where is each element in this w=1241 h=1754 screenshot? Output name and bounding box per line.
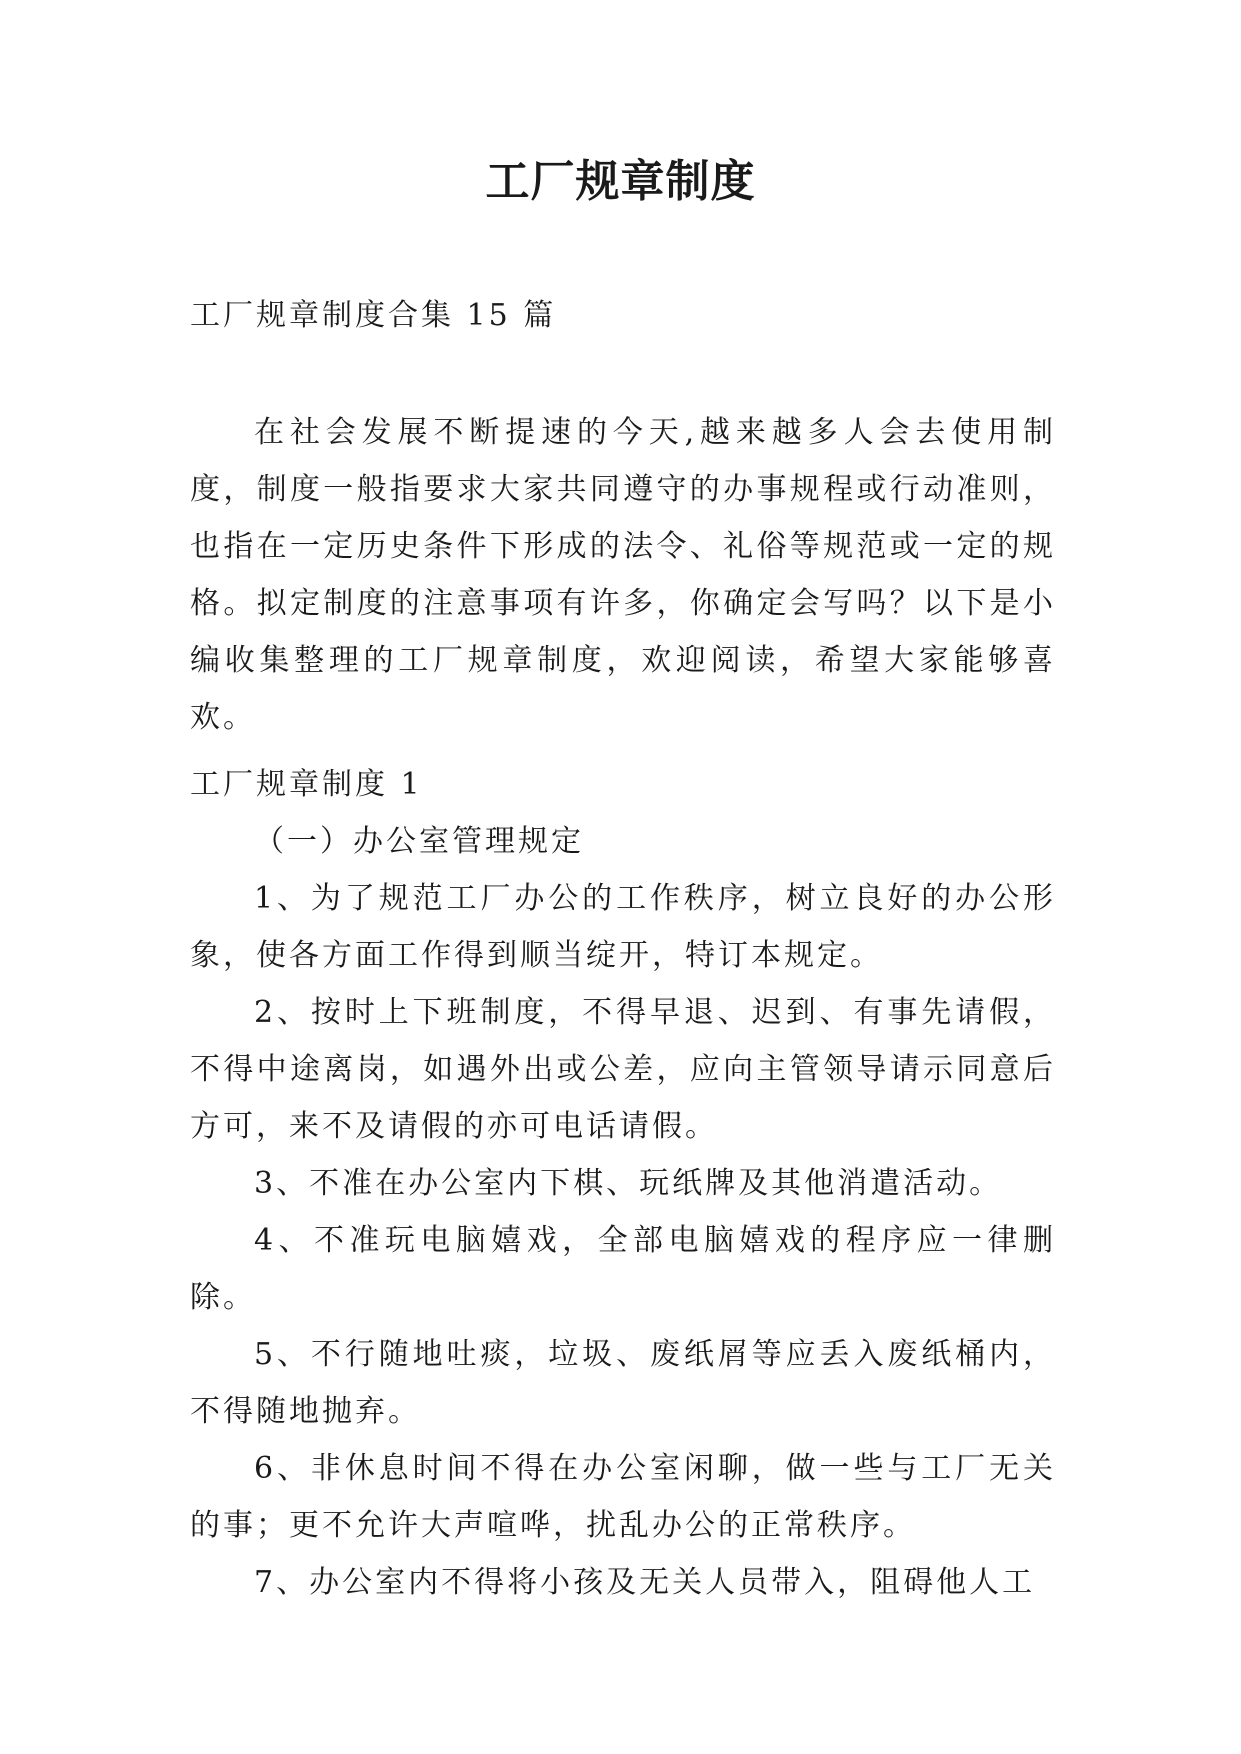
section-subheading: （一）办公室管理规定: [254, 824, 584, 859]
list-item: 2、按时上下班制度，不得早退、迟到、有事先请假，不得中途离岗，如遇外出或公差，应向主管领导请示同意后方可，来不及请假的亦可电话请假。: [190, 995, 1056, 1144]
list-item: 1、为了规范工厂办公的工作秩序，树立良好的办公形象，使各方面工作得到顺当绽开，特订本规定。: [190, 881, 1056, 973]
list-item: 5、不行随地吐痰，垃圾、废纸屑等应丢入废纸桶内，不得随地抛弃。: [190, 1337, 1056, 1429]
list-item: 4、不准玩电脑嬉戏，全部电脑嬉戏的程序应一律删除。: [190, 1223, 1056, 1315]
list-item: 7、办公室内不得将小孩及无关人员带入，阻碍他人工: [254, 1565, 1036, 1600]
list-item: 6、非休息时间不得在办公室闲聊，做一些与工厂无关的事；更不允许大声喧哗，扰乱办公的正常秩序。: [190, 1451, 1056, 1543]
section-heading: 工厂规章制度 1: [190, 767, 423, 802]
document-subtitle: 工厂规章制度合集 15 篇: [190, 298, 557, 333]
document-title: 工厂规章制度: [485, 156, 756, 207]
list-item: 3、不准在办公室内下棋、玩纸牌及其他消遣活动。: [254, 1166, 1003, 1201]
intro-paragraph: 在社会发展不断提速的今天,越来越多人会去使用制度，制度一般指要求大家共同遵守的办事规程或行动准则，也指在一定历史条件下形成的法令、礼俗等规范或一定的规格。拟定制度的注意事项有许多，你确定会写吗？以下是小编收集整理的工厂规章制度，欢迎阅读，希望大家能够喜欢。: [190, 415, 1056, 735]
section-1: [190, 756, 1056, 1611]
